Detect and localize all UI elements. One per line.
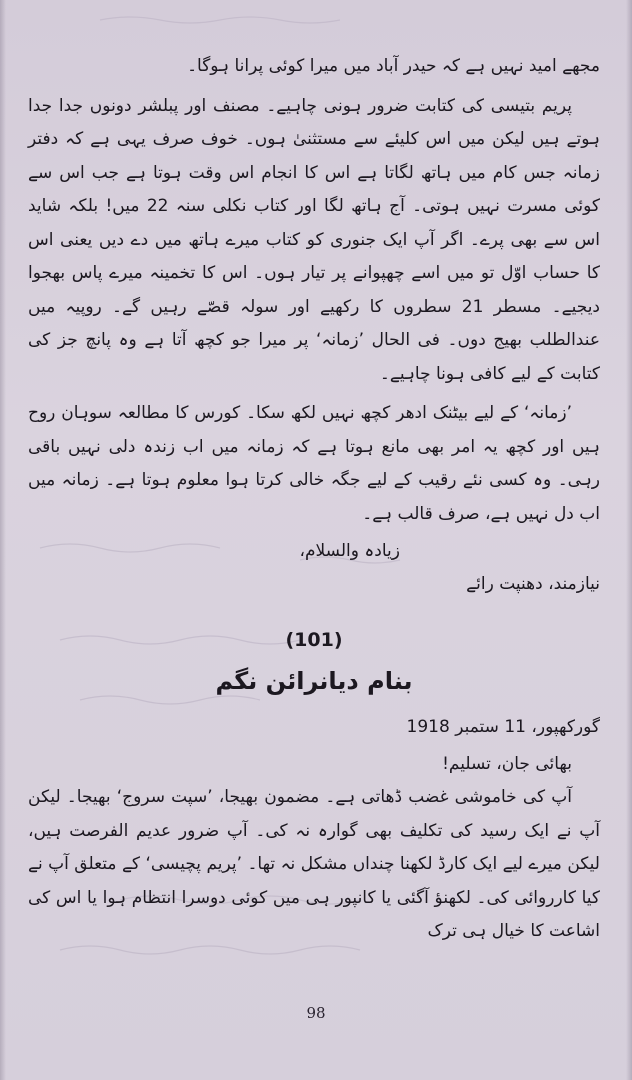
paragraph-zamana: ’زمانہ‘ کے لیے بیٹنک ادھر کچھ نہیں لکھ سکا۔ کورس کا مطالعہ سوہان روح ہیں اور کچھ یہ امر بھی مانع ہوتا ہے کہ زمانہ میں اب زندہ دلی نہیں باقی رہی۔ وہ کسی نئے رقیب کے لیے جگہ خالی کرتا ہوا معلوم ہوتا ہے۔ زمانہ میں اب دل نہیں ہے، صرف قالب ہے۔ [28,403,600,524]
letter-salutation: بھائی جان، تسلیم! [442,754,572,774]
page-right-edge-shadow [626,0,632,1080]
signature-line: نیازمند، دھنپت رائے [466,574,600,594]
letter-place-date: گورکھپور، 11 ستمبر 1918 [406,717,600,737]
intro-line: مجھے امید نہیں ہے کہ حیدر آباد میں میرا کوئی پرانا ہوگا۔ [187,56,600,76]
closing-line: زیادہ والسلام، [299,541,400,561]
paragraph-prem-batisi: پریم بتیسی کی کتابت ضرور ہونی چاہیے۔ مصنف اور پبلشر دونوں جدا جدا ہوتے ہیں لیکن میں اس کلیئے سے مستثنیٰ ہوں۔ خوف صرف یہی ہے کہ دفتر زمانہ جس کام میں ہاتھ لگاتا ہے اس کا انجام اس وقت ہوتا ہے جب اس سے کوئی مسرت نہیں ہوتی۔ آج ہاتھ لگا اور کتاب نکلی سنہ 22 میں! بلکہ شاید اس سے بھی پرے۔ اگر آپ ایک جنوری کو کتاب میرے ہاتھ میں دے دیں یعنی اس کا حساب اوّل تو میں اسے چھپوانے پر تیار ہوں۔ اس کا تخمینہ میرے پاس بھجوا دیجیے۔ مسطر 21 سطروں کا رکھیے اور سولہ قصّے رہیں گے۔ روپیہ میں عندالطلب بھیج دوں۔ فی الحال ’زمانہ‘ پر میرا جو کچھ آتا ہے وہ پانچ جز کی کتابت کے لیے کافی ہونا چاہیے۔ [28,95,601,384]
letter-number: (101) [285,629,343,651]
paragraph-khamoshi: آپ کی خاموشی غضب ڈھاتی ہے۔ مضمون بھیجا، ’سپت سروج‘ بھیجا۔ لیکن آپ نے ایک رسید کی تکلیف بھی گوارہ نہ کی۔ آپ ضرور عدیم الفرصت ہیں، لیکن میرے لیے ایک کارڈ لکھنا چنداں مشکل نہ تھا۔ ’پریم پچیسی‘ کے متعلق آپ نے کیا کارروائی کی۔ لکھنؤ آگئی یا کانپور ہی میں کوئی دوسرا انتظام ہوا یا اس کی اشاعت کا خیال ہی ترک [28,787,600,941]
letter-heading: بنام دیانرائن نگم [215,667,413,695]
page-content [28,50,600,949]
page-left-edge-shadow [0,0,6,1080]
page-number: 98 [306,1004,326,1022]
